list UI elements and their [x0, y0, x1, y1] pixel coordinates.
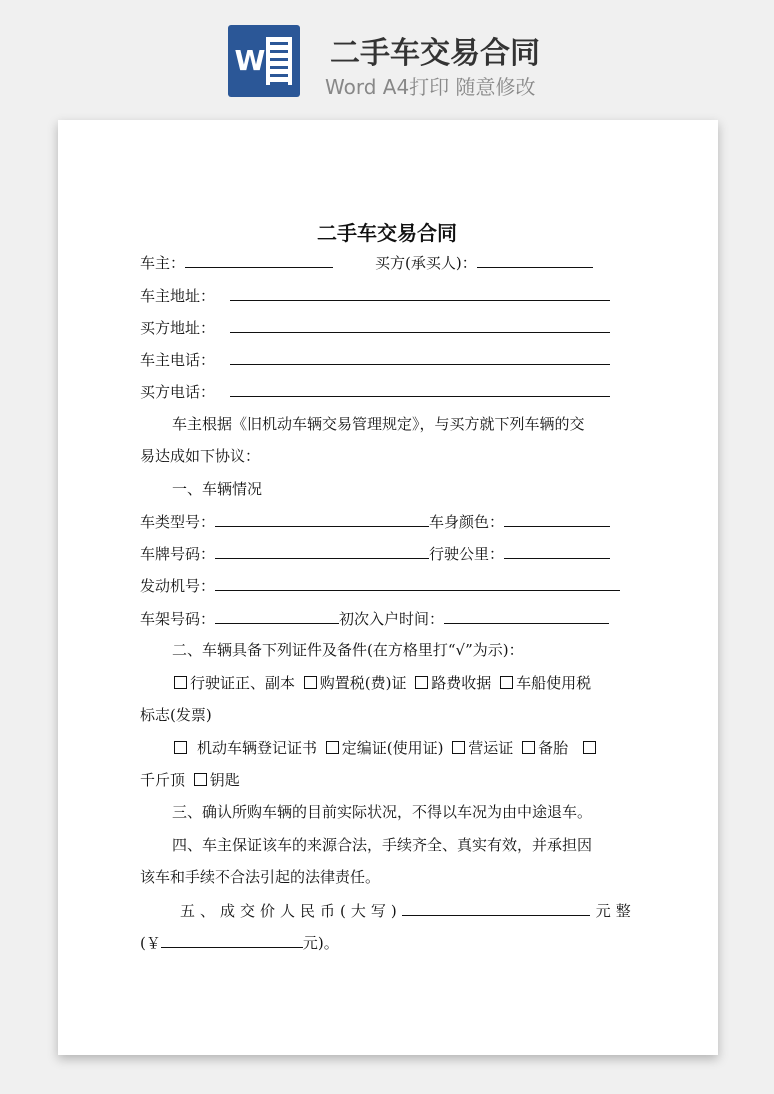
code-cert-label: 定编证(使用证): [341, 739, 444, 757]
frame-blank[interactable]: [215, 608, 339, 624]
buyer-blank[interactable]: [477, 252, 593, 268]
frame-reg-line: [140, 608, 609, 629]
mileage-blank[interactable]: [504, 543, 610, 559]
color-blank[interactable]: [504, 511, 610, 527]
intro-paragraph-2: 易达成如下协议：: [140, 447, 261, 465]
price-figure-prefix: (￥: [140, 934, 161, 952]
price-figure-blank[interactable]: [161, 932, 303, 948]
section-4-line-2: 该车和手续不合法引起的法律责任。: [140, 868, 381, 886]
frame-label: 车架号码：: [140, 610, 216, 628]
toll-label: 路费收据: [431, 674, 492, 692]
color-label: 车身颜色：: [429, 513, 505, 531]
license-label: 行驶证正、副本: [190, 674, 296, 692]
owner-phone-label: 车主电话：: [140, 351, 216, 369]
price-label: 五、成交价人民币(大写): [180, 902, 402, 920]
section-5-line-1: [180, 900, 636, 921]
engine-line: [140, 575, 620, 596]
owner-blank[interactable]: [185, 252, 333, 268]
spare-tire-checkbox[interactable]: [522, 741, 535, 754]
registration-cert-checkbox[interactable]: [174, 741, 187, 754]
operating-cert-checkbox[interactable]: [452, 741, 465, 754]
buyer-phone-line: [140, 381, 610, 402]
intro-paragraph-1: 车主根据《旧机动车辆交易管理规定》，与买方就下列车辆的交: [172, 415, 585, 433]
owner-address-label: 车主地址：: [140, 287, 216, 305]
engine-label: 发动机号：: [140, 577, 216, 595]
buyer-address-blank[interactable]: [230, 317, 610, 333]
buyer-address-line: [140, 317, 610, 338]
documents-line-1-cont: 标志(发票): [140, 706, 212, 724]
buyer-label: 买方(承买人)：: [375, 254, 477, 272]
jack-label: 千斤顶: [140, 771, 186, 789]
buyer-phone-label: 买方电话：: [140, 383, 216, 401]
section-4-line-1: 四、车主保证该车的来源合法，手续齐全、真实有效，并承担因: [172, 836, 593, 854]
section-3: 三、确认所购车辆的目前实际状况，不得以车况为由中途退车。: [172, 803, 593, 821]
registration-label: 初次入户时间：: [339, 610, 445, 628]
spare-tire-label: 备胎: [538, 739, 569, 757]
model-color-line: [140, 511, 610, 532]
key-label: 钥匙: [209, 771, 240, 789]
model-blank[interactable]: [215, 511, 429, 527]
plate-blank[interactable]: [215, 543, 429, 559]
section-1-heading: 一、车辆情况: [172, 480, 263, 498]
vessel-tax-label: 车船使用税: [516, 674, 592, 692]
code-cert-checkbox[interactable]: [326, 741, 339, 754]
plate-mileage-line: [140, 543, 610, 564]
documents-line-2-cont: [140, 770, 240, 790]
plate-label: 车牌号码：: [140, 545, 216, 563]
price-words-blank[interactable]: [402, 900, 590, 916]
owner-address-blank[interactable]: [230, 285, 610, 301]
buyer-address-label: 买方地址：: [140, 319, 216, 337]
owner-phone-blank[interactable]: [230, 349, 610, 365]
jack-checkbox[interactable]: [583, 741, 596, 754]
banner-subtitle: Word A4打印 随意修改: [325, 75, 536, 99]
owner-phone-line: [140, 349, 610, 370]
documents-line-2: [174, 738, 599, 758]
registration-blank[interactable]: [444, 608, 609, 624]
owner-label: 车主：: [140, 254, 186, 272]
registration-cert-label: 机动车辆登记证书: [197, 739, 318, 757]
documents-line-1: [174, 673, 591, 693]
header-banner: [0, 0, 774, 110]
tax-checkbox[interactable]: [304, 676, 317, 689]
license-checkbox[interactable]: [174, 676, 187, 689]
mileage-label: 行驶公里：: [429, 545, 505, 563]
toll-checkbox[interactable]: [415, 676, 428, 689]
key-checkbox[interactable]: [194, 773, 207, 786]
price-unit: 元整: [595, 902, 636, 920]
document-pages-icon: [266, 37, 292, 85]
tax-label: 购置税(费)证: [319, 674, 407, 692]
word-document-icon: [228, 25, 300, 97]
document-title: 二手车交易合同: [317, 221, 457, 245]
engine-blank[interactable]: [215, 575, 620, 591]
section-5-line-2: [140, 932, 339, 953]
word-logo-letter: W: [234, 44, 266, 77]
price-figure-suffix: 元)。: [302, 934, 339, 952]
model-label: 车类型号：: [140, 513, 216, 531]
owner-buyer-line: [140, 252, 593, 273]
vessel-tax-checkbox[interactable]: [500, 676, 513, 689]
section-2-heading: 二、车辆具备下列证件及备件(在方格里打“√”为示)：: [172, 641, 524, 659]
banner-title: 二手车交易合同: [330, 36, 540, 71]
buyer-phone-blank[interactable]: [230, 381, 610, 397]
operating-cert-label: 营运证: [468, 739, 514, 757]
owner-address-line: [140, 285, 610, 306]
